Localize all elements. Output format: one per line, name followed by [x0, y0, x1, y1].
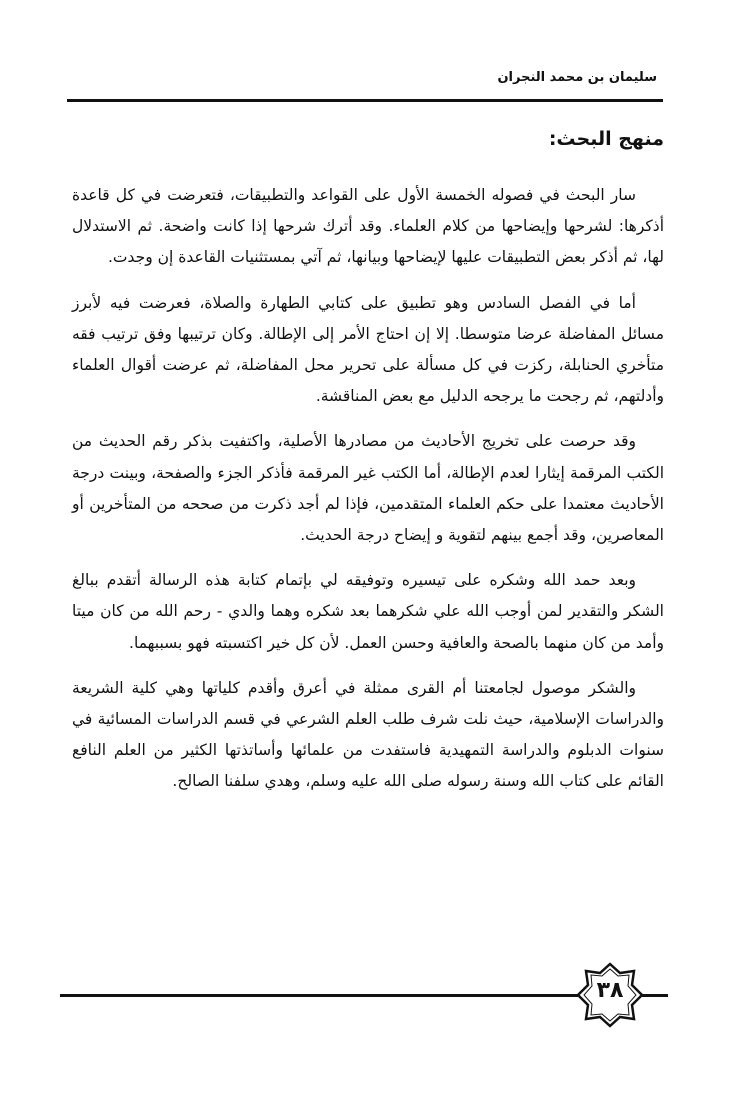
paragraph-method-chapter-six: أما في الفصل السادس وهو تطبيق على كتابي الطهارة والصلاة، فعرضت فيه لأبرز مسائل المفاضلة عرضا متوسطا. إلا إن احتاج الأمر إلى الإطالة. وكان ترتيبها وفق ترتيب فقه متأخري الحنابلة، ركزت في كل مسألة على تحرير محل المفاضلة، ثم عرضت أقوال العلماء وأدلتهم، ثم رجحت ما يرجحه الدليل مع بعض المناقشة.	[72, 293, 664, 406]
page-footer	[60, 960, 672, 1030]
running-header-author: سليمان بن محمد النجران	[497, 70, 657, 85]
page-number: ٣٨	[596, 978, 624, 1003]
section-title: منهج البحث:	[548, 128, 664, 150]
paragraph-hadith-grading: وقد حرصت على تخريج الأحاديث من مصادرها الأصلية، واكتفيت بذكر رقم الحديث من الكتب المرقمة إيثارا لعدم الإطالة، أما الكتب غير المرقمة فأذكر الجزء والصفحة، وبينت درجة الأحاديث معتمدا على حكم العلماء المتقدمين، فإذا لم أجد ذكرت من صححه من المتأخرين أو المعاصرين، وقد أجمع بينهم لتقوية و إيضاح درجة الحديث.	[72, 432, 664, 545]
paragraph-method-rules: سار البحث في فصوله الخمسة الأول على القواعد والتطبيقات، فتعرضت في كل قاعدة أذكرها: لشرحها وإيضاحها من كلام العلماء. وقد أترك شرحها إذا كانت واضحة. ثم الاستدلال لها، ثم أذكر بعض التطبيقات عليها لإيضاحها وبيانها، ثم آتي بمستثنيات القاعدة إن وجدت.	[72, 186, 664, 267]
paragraph-thanks-university: والشكر موصول لجامعتنا أم القرى ممثلة في أعرق وأقدم كلياتها وهي كلية الشريعة والدراسات الإسلامية، حيث نلت شرف طلب العلم الشرعي في قسم الدراسات المسائية في سنوات الدبلوم والدراسة التمهيدية فاستفدت من علمائها وأساتذتها الكثير من العلم النافع القائم على كتاب الله وسنة رسوله صلى الله عليه وسلم، وهدي سلفنا الصالح.	[72, 678, 664, 791]
header-rule	[67, 99, 663, 102]
paragraph-thanks-parents: وبعد حمد الله وشكره على تيسيره وتوفيقه لي بإتمام كتابة هذه الرسالة أتقدم ببالغ الشكر والتقدير لمن أوجب الله علي شكرهما بعد شكره وهما والدي - رحم الله من كان ميتا وأمد من كان منهما بالصحة والعافية وحسن العمل. لأن كل خير اكتسبته فهو بسببهما.	[72, 571, 664, 652]
page-content	[72, 122, 664, 812]
footer-rule-left	[60, 994, 578, 997]
